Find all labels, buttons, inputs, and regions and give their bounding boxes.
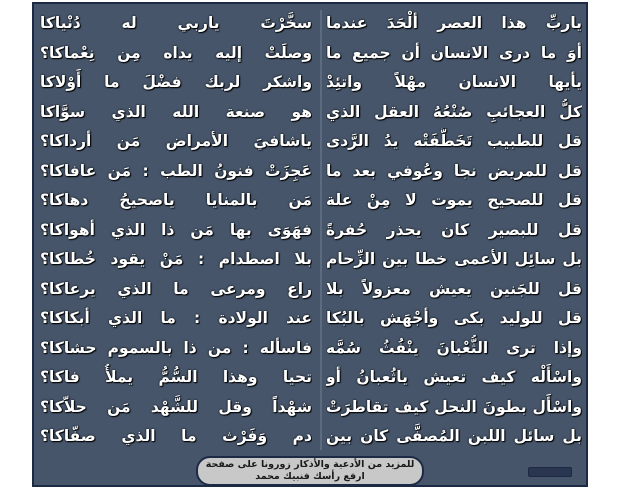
verse-right-1: ياربِّ هذا العصر ألْحَدَ عندما <box>326 14 582 32</box>
verse-right-10: قل للجَنين يعيش معزولاً بلا <box>326 279 582 298</box>
verse-right-9: بل سائِل الأعمى خطا بين الزِّحام <box>326 250 582 268</box>
verse-right-11: قل للوليد بكى وأجْهَش بالبُكا <box>326 309 582 327</box>
verse-left-13: تحيا وهذا السُّمُّ يملأُ فاكا؟ <box>40 368 312 386</box>
verse-left-7: مَن بالمنايا ياصحيحُ دهاكا؟ <box>40 191 312 209</box>
verse-left-15: دم وَفَرْث ما الذي صفّاكا؟ <box>40 427 312 445</box>
verse-left-11: عند الولادة : ما الذي أبكاكا؟ <box>40 309 312 327</box>
verse-right-12: وإذا ترى الثُّعْبانَ ينْفُثُ سُمَّه <box>326 338 582 357</box>
verse-right-8: قل للبصير كان يحذر حُفرةً <box>326 220 582 239</box>
verse-right-2: أوَ ما درى الانسان أن جميع ما <box>326 43 582 62</box>
verse-left-14: شهْداً وقل للشَّهْد مَن حلاّكا؟ <box>40 397 312 416</box>
verse-left-10: راع ومرعى ما الذي يرعاكا؟ <box>40 279 312 298</box>
verse-right-5: قل للطبيب تَخَطَّفَتْه يدُ الرَّدى <box>326 132 582 150</box>
corner-badge <box>528 467 572 477</box>
verse-left-4: هو صنعة الله الذي سوَّاكا <box>40 102 312 121</box>
poem-left-column <box>40 10 312 450</box>
footer-banner <box>196 456 424 486</box>
verse-right-14: واسْأَل بطونَ النحل كيف تقاطرَتْ <box>326 397 582 416</box>
verse-left-2: وصلَتْ إليه يداه مِن نِعْماكا؟ <box>40 43 312 62</box>
footer-line-1: للمزيد من الأدعية والأذكار زورونا على صفحة <box>205 459 415 470</box>
verse-left-5: ياشافيَ الأمراض مَن أرداكا؟ <box>40 132 312 150</box>
poem-right-column <box>326 10 582 450</box>
verse-right-3: يأيها الانسان مهْلاً واتئِدْ <box>326 73 582 91</box>
verse-right-15: بل سائل اللبن المُصفَّى كان بين <box>326 427 582 445</box>
verse-right-6: قل للمريض نجا وعُوفي بعد ما <box>326 161 582 180</box>
verse-left-1: سخَّرْتَ ياربي له دُنْياكا <box>40 14 312 32</box>
verse-right-4: كلُّ العجائبِ صُنْعُهُ العقل الذي <box>326 102 582 121</box>
verse-right-13: واسْأَلْه كيف تعيش ياثُعبانُ أو <box>326 368 582 386</box>
verse-left-12: فاسأله : من ذا بالسموم حشاكا؟ <box>40 338 312 357</box>
column-divider <box>320 10 322 450</box>
verse-left-8: فهَوَى بها مَن ذا الذي أهواكا؟ <box>40 220 312 239</box>
verse-left-3: واشكر لربك فضْلَ ما أَوْلاكا <box>40 73 312 91</box>
poem-panel <box>32 2 588 487</box>
verse-right-7: قل للصحيح يموت لا مِنْ علة <box>326 191 582 209</box>
verse-left-6: عَجِزَتْ فنونُ الطب : مَن عافاكا؟ <box>40 161 312 180</box>
footer-line-2: ارفع رأسك فنبيك محمد <box>255 471 365 482</box>
verse-left-9: بلا اصطدام : مَنْ يقود خُطاكا؟ <box>40 250 312 268</box>
